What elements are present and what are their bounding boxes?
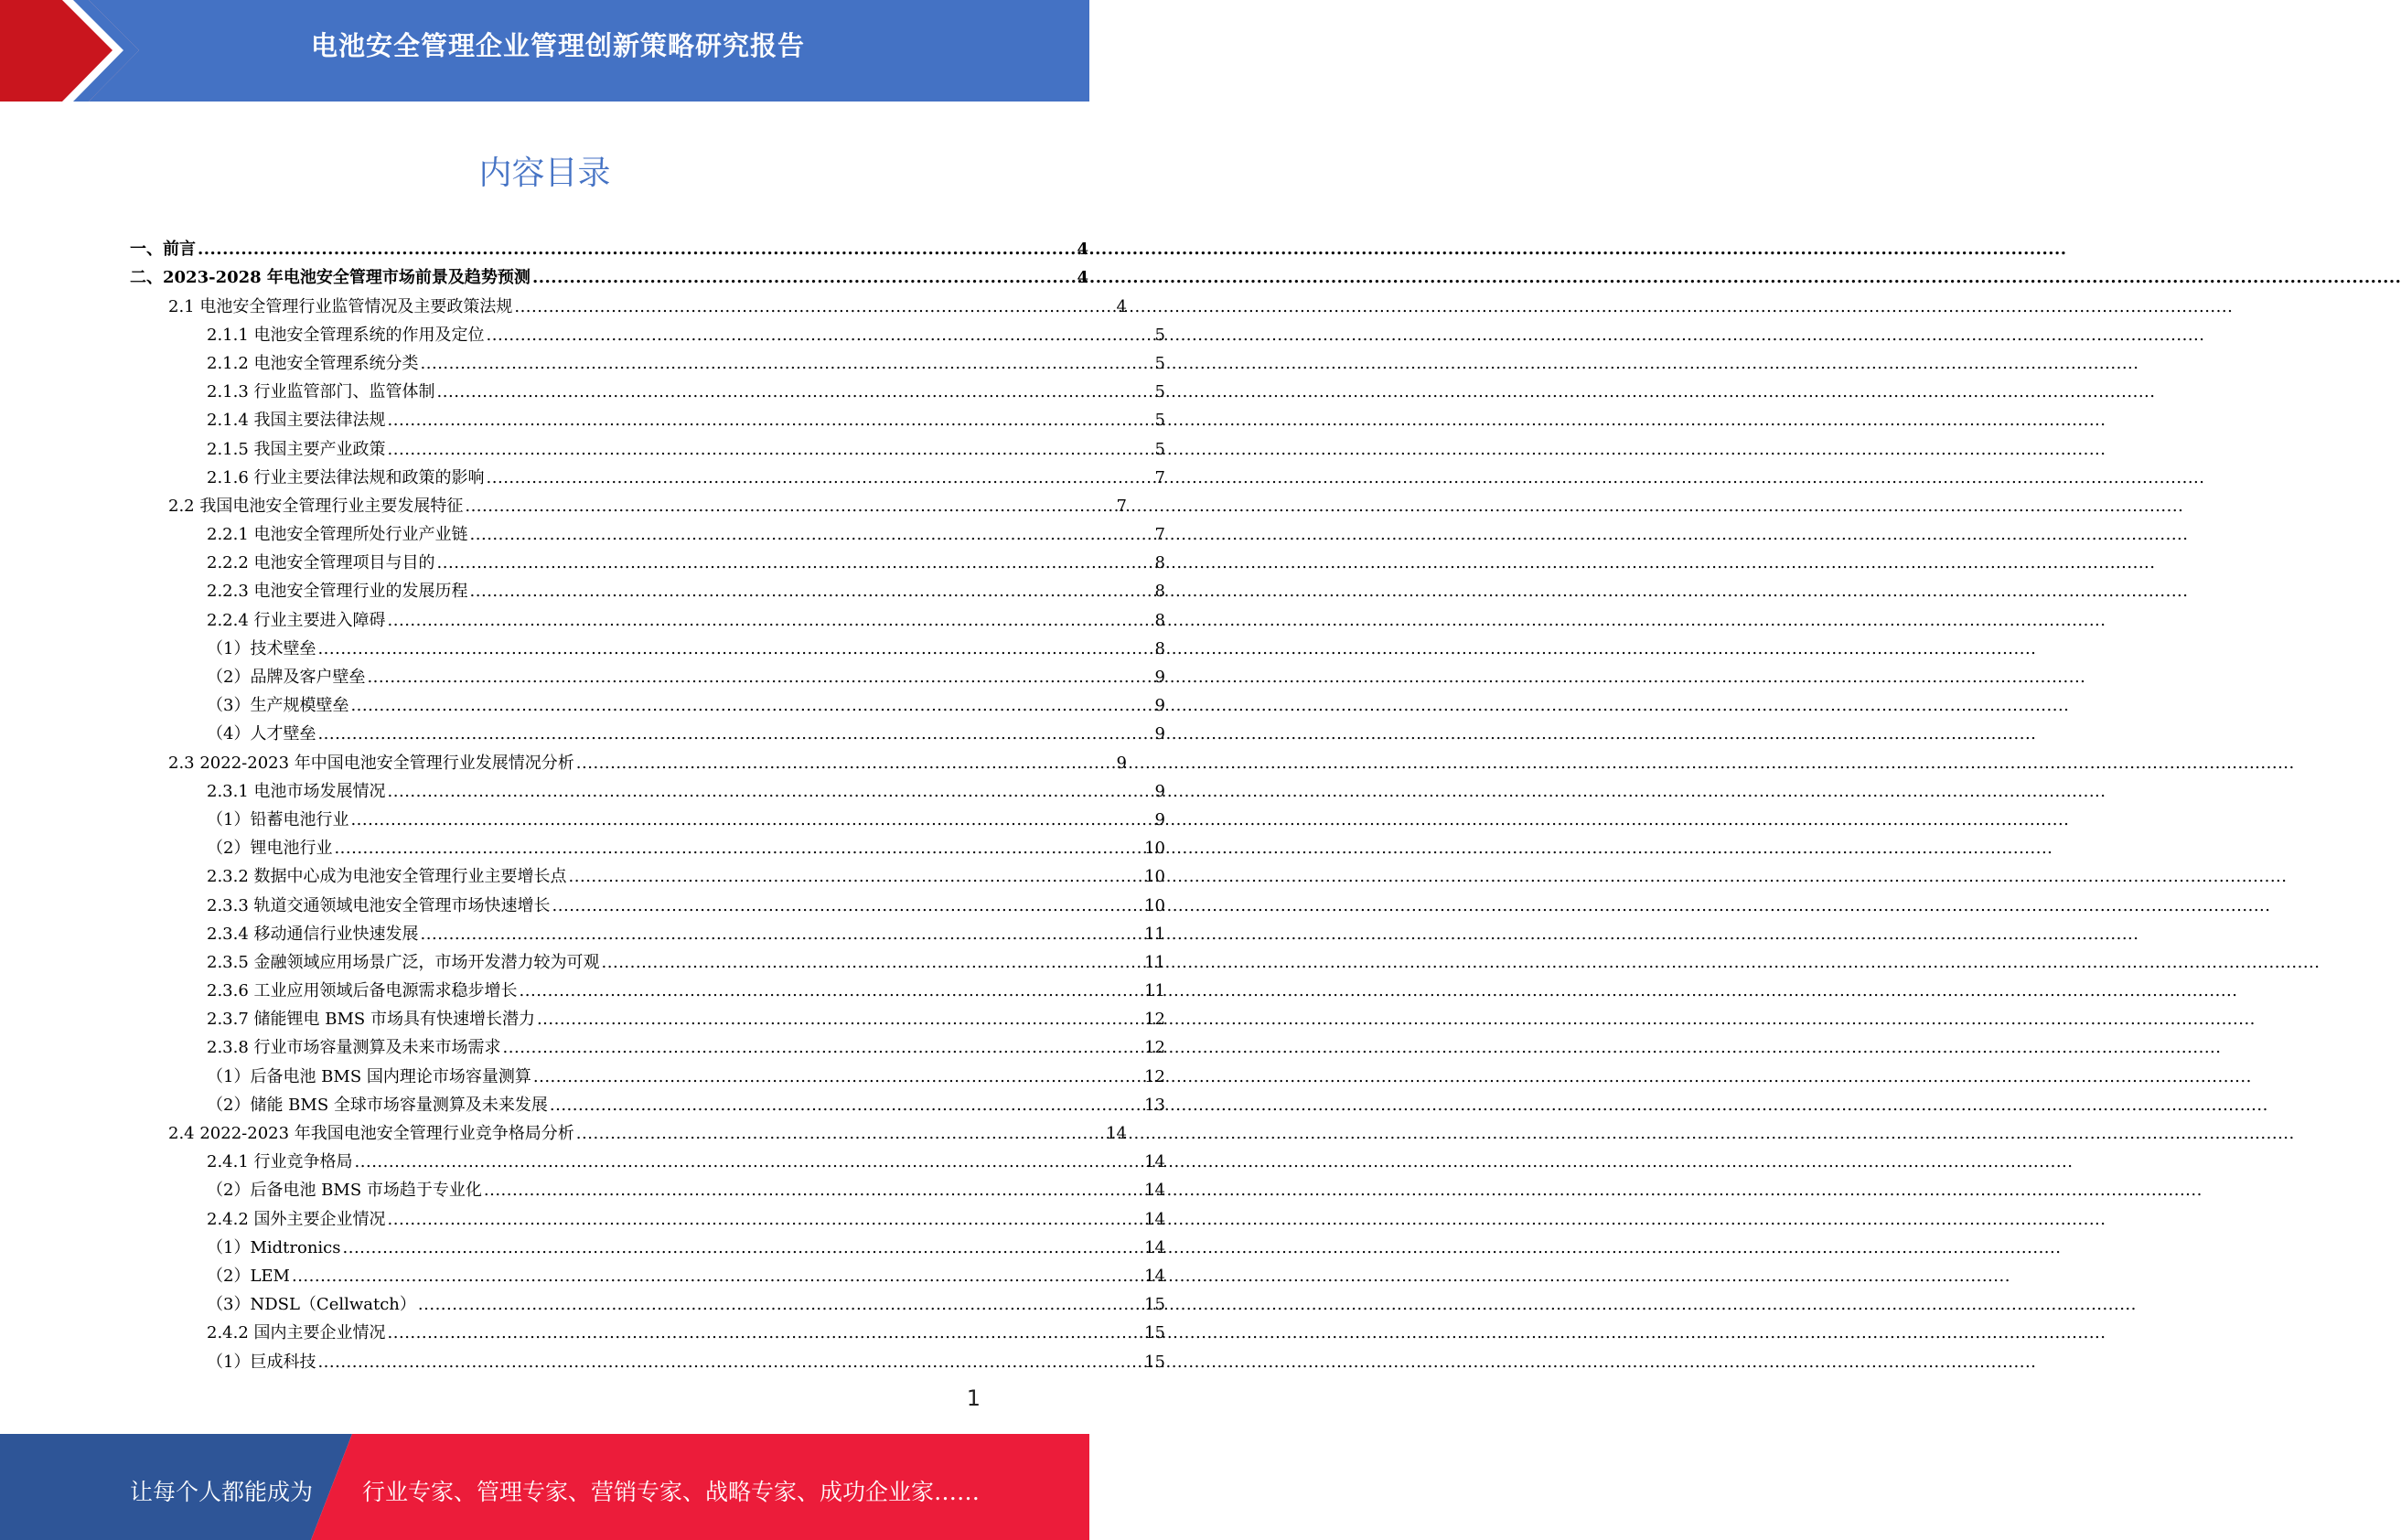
toc-entry-label: （3）生产规模壁垒 — [207, 696, 349, 716]
page-number: 1 — [966, 1385, 981, 1411]
toc-entry-page: 15 — [1144, 1295, 1165, 1315]
toc-entry-label: 2.3.8 行业市场容量测算及未来市场需求 — [207, 1038, 501, 1058]
toc-entry[interactable] — [0, 602, 1165, 630]
toc-entry-label: 2.1.2 电池安全管理系统分类 — [207, 353, 419, 373]
report-title: 电池安全管理企业管理创新策略研究报告 — [310, 30, 805, 61]
toc-entry-label: 2.1.3 行业监管部门、监管体制 — [207, 382, 435, 402]
toc-entry-label: 2.2.4 行业主要进入障碍 — [207, 610, 386, 630]
toc-entry[interactable] — [0, 1315, 1165, 1343]
toc-entry-label: 2.1.6 行业主要法律法规和政策的影响 — [207, 467, 485, 487]
toc-entry-page: 13 — [1144, 1095, 1165, 1115]
toc-entry-page: 9 — [1154, 668, 1165, 687]
toc-dot-leader — [355, 1152, 1144, 1172]
toc-dot-leader — [503, 1038, 1144, 1058]
toc-entry[interactable] — [0, 402, 1165, 431]
toc-entry[interactable] — [0, 1172, 1165, 1201]
toc-entry-label: 2.4.2 国外主要企业情况 — [207, 1209, 386, 1229]
toc-entry[interactable] — [0, 1258, 1165, 1287]
toc-dot-leader — [367, 668, 1153, 688]
toc-entry[interactable] — [0, 973, 1165, 1001]
toc-dot-leader — [550, 1096, 1143, 1116]
toc-entry-label: 二、2023-2028 年电池安全管理市场前景及趋势预测 — [130, 268, 531, 288]
toc-entry[interactable] — [0, 631, 1165, 659]
toc-entry-label: 一、前言 — [130, 240, 196, 260]
toc-entry-page: 9 — [1116, 753, 1127, 773]
toc-dot-leader — [576, 1124, 1105, 1144]
toc-entry[interactable] — [0, 1087, 1165, 1116]
toc-dot-leader — [388, 440, 1154, 460]
toc-dot-leader — [537, 1010, 1143, 1030]
toc-entry[interactable] — [0, 1343, 1165, 1372]
table-of-contents — [0, 231, 1165, 1373]
toc-entry[interactable] — [0, 1116, 1127, 1144]
toc-entry-label: 2.2.3 电池安全管理行业的发展历程 — [207, 582, 468, 602]
toc-entry-page: 5 — [1154, 353, 1165, 373]
toc-dot-leader — [602, 953, 1144, 973]
toc-entry[interactable] — [0, 830, 1165, 859]
toc-dot-leader — [350, 696, 1153, 716]
toc-entry[interactable] — [0, 1144, 1165, 1172]
toc-entry[interactable] — [0, 659, 1165, 688]
toc-entry-page: 5 — [1154, 382, 1165, 402]
toc-entry[interactable] — [0, 488, 1127, 517]
toc-dot-leader — [334, 839, 1143, 859]
toc-entry-page: 14 — [1106, 1124, 1127, 1143]
toc-entry-page: 5 — [1154, 439, 1165, 459]
toc-dot-leader — [533, 1067, 1143, 1087]
toc-entry-label: （4）人才壁垒 — [207, 724, 316, 744]
toc-entry-label: （2）储能 BMS 全球市场容量测算及未来发展 — [207, 1095, 548, 1115]
toc-entry-page: 12 — [1144, 1038, 1165, 1058]
toc-entry-label: （2）品牌及客户壁垒 — [207, 668, 366, 687]
toc-entry-label: 2.4.2 国内主要企业情况 — [207, 1323, 386, 1343]
toc-dot-leader — [388, 411, 1154, 431]
toc-entry-page: 11 — [1144, 952, 1165, 972]
toc-dot-leader — [520, 981, 1144, 1001]
toc-entry-page: 9 — [1154, 809, 1165, 829]
toc-entry-label: （1）巨成科技 — [207, 1352, 316, 1372]
toc-entry-page: 8 — [1154, 638, 1165, 658]
toc-entry[interactable] — [0, 716, 1165, 744]
toc-entry-page: 7 — [1154, 467, 1165, 487]
toc-entry-page: 8 — [1154, 553, 1165, 573]
toc-entry[interactable] — [0, 460, 1165, 488]
toc-entry[interactable] — [0, 887, 1165, 915]
toc-dot-leader — [317, 1353, 1143, 1373]
toc-entry-label: （1）技术壁垒 — [207, 638, 316, 658]
toc-entry-page: 9 — [1154, 781, 1165, 801]
footer-slogan-right: 行业专家、管理专家、营销专家、战略专家、成功企业家…… — [362, 1479, 981, 1505]
toc-entry-label: 2.3 2022-2023 年中国电池安全管理行业发展情况分析 — [168, 753, 574, 773]
toc-entry-page: 15 — [1144, 1323, 1165, 1343]
toc-entry[interactable] — [0, 916, 1165, 945]
toc-dot-leader — [465, 497, 1115, 517]
toc-entry-page: 14 — [1144, 1181, 1165, 1201]
toc-entry[interactable] — [0, 545, 1165, 573]
toc-entry-label: （2）锂电池行业 — [207, 839, 333, 859]
toc-entry[interactable] — [0, 1058, 1165, 1086]
toc-dot-leader — [292, 1267, 1143, 1287]
toc-entry-label: 2.4 2022-2023 年我国电池安全管理行业竞争格局分析 — [168, 1124, 574, 1143]
toc-entry-label: 2.2.2 电池安全管理项目与目的 — [207, 553, 435, 573]
toc-entry-page: 10 — [1144, 867, 1165, 887]
header-band — [0, 0, 1089, 102]
toc-entry[interactable] — [0, 1030, 1165, 1058]
toc-entry-page: 5 — [1154, 411, 1165, 431]
toc-entry[interactable] — [0, 374, 1165, 402]
toc-entry-page: 9 — [1154, 724, 1165, 744]
toc-dot-leader — [421, 354, 1154, 374]
toc-entry[interactable] — [0, 688, 1165, 716]
toc-dot-leader — [198, 240, 1076, 260]
toc-dot-leader — [388, 611, 1154, 631]
footer-slogan-left: 让每个人都能成为 — [130, 1479, 314, 1505]
toc-entry[interactable] — [0, 317, 1165, 346]
toc-entry[interactable] — [0, 774, 1165, 802]
toc-dot-leader — [576, 754, 1116, 774]
toc-dot-leader — [343, 1238, 1144, 1258]
toc-entry-page: 11 — [1144, 981, 1165, 1001]
toc-entry-label: （1）后备电池 BMS 国内理论市场容量测算 — [207, 1066, 531, 1086]
toc-dot-leader — [388, 1323, 1144, 1343]
toc-entry-page: 15 — [1144, 1352, 1165, 1372]
toc-entry-label: （2）后备电池 BMS 市场趋于专业化 — [207, 1181, 482, 1201]
toc-entry-label: （1）Midtronics — [207, 1237, 341, 1257]
toc-entry-page: 7 — [1154, 525, 1165, 545]
toc-entry-label: 2.1 电池安全管理行业监管情况及主要政策法规 — [168, 296, 513, 316]
header-arrow-decoration — [0, 0, 146, 102]
toc-entry-page: 10 — [1144, 839, 1165, 859]
toc-entry[interactable] — [0, 744, 1127, 773]
toc-entry[interactable] — [0, 573, 1165, 602]
toc-entry[interactable] — [0, 260, 1088, 288]
toc-entry-page: 14 — [1144, 1209, 1165, 1229]
toc-dot-leader — [552, 896, 1144, 916]
toc-entry-page: 14 — [1144, 1266, 1165, 1286]
toc-entry[interactable] — [0, 288, 1127, 316]
toc-entry[interactable] — [0, 859, 1165, 887]
toc-entry-page: 4 — [1077, 268, 1088, 288]
toc-entry-page: 11 — [1144, 924, 1165, 944]
toc-dot-leader — [470, 582, 1154, 602]
toc-dot-leader — [487, 468, 1154, 488]
toc-entry[interactable] — [0, 346, 1165, 374]
toc-dot-leader — [317, 724, 1153, 744]
toc-entry-label: （3）NDSL（Cellwatch） — [207, 1295, 416, 1315]
toc-dot-leader — [437, 553, 1154, 573]
toc-entry-page: 12 — [1144, 1010, 1165, 1030]
toc-entry[interactable] — [0, 231, 1088, 260]
toc-entry-page: 7 — [1116, 496, 1127, 516]
toc-entry[interactable] — [0, 802, 1165, 830]
toc-dot-leader — [484, 1181, 1143, 1201]
toc-entry-page: 14 — [1144, 1237, 1165, 1257]
toc-entry-page: 4 — [1116, 296, 1127, 316]
toc-entry-label: （1）铅蓄电池行业 — [207, 809, 349, 829]
toc-dot-leader — [437, 382, 1154, 402]
toc-entry[interactable] — [0, 431, 1165, 459]
toc-entry-label: 2.1.1 电池安全管理系统的作用及定位 — [207, 325, 485, 345]
toc-dot-leader — [532, 268, 1077, 288]
toc-entry[interactable] — [0, 1230, 1165, 1258]
toc-entry-page: 12 — [1144, 1066, 1165, 1086]
toc-entry-page: 14 — [1144, 1152, 1165, 1172]
toc-dot-leader — [569, 867, 1144, 887]
toc-dot-leader — [418, 1295, 1143, 1315]
toc-entry-label: 2.3.3 轨道交通领域电池安全管理市场快速增长 — [207, 895, 551, 915]
toc-entry-label: 2.3.5 金融领域应用场景广泛，市场开发潜力较为可观 — [207, 952, 600, 972]
toc-entry-label: 2.2.1 电池安全管理所处行业产业链 — [207, 525, 468, 545]
toc-entry-label: 2.1.4 我国主要法律法规 — [207, 411, 386, 431]
toc-entry-page: 8 — [1154, 610, 1165, 630]
toc-entry-label: 2.3.2 数据中心成为电池安全管理行业主要增长点 — [207, 867, 567, 887]
toc-dot-leader — [421, 925, 1144, 945]
toc-entry[interactable] — [0, 517, 1165, 545]
toc-entry-label: （2）LEM — [207, 1266, 290, 1286]
toc-entry[interactable] — [0, 945, 1165, 973]
toc-entry-label: 2.3.7 储能锂电 BMS 市场具有快速增长潜力 — [207, 1010, 535, 1030]
toc-dot-leader — [470, 525, 1154, 545]
toc-dot-leader — [487, 326, 1154, 346]
toc-entry-label: 2.1.5 我国主要产业政策 — [207, 439, 386, 459]
toc-entry[interactable] — [0, 1287, 1165, 1315]
toc-entry-label: 2.3.4 移动通信行业快速发展 — [207, 924, 419, 944]
toc-entry-page: 5 — [1154, 325, 1165, 345]
toc-dot-leader — [350, 810, 1153, 830]
toc-entry-page: 9 — [1154, 696, 1165, 716]
toc-entry-label: 2.4.1 行业竞争格局 — [207, 1152, 353, 1172]
toc-entry-page: 8 — [1154, 582, 1165, 602]
toc-entry-label: 2.3.1 电池市场发展情况 — [207, 781, 386, 801]
toc-entry[interactable] — [0, 1201, 1165, 1229]
toc-entry-page: 10 — [1144, 895, 1165, 915]
toc-entry-label: 2.2 我国电池安全管理行业主要发展特征 — [168, 496, 464, 516]
toc-dot-leader — [317, 639, 1153, 659]
toc-dot-leader — [514, 297, 1115, 317]
toc-entry-label: 2.3.6 工业应用领域后备电源需求稳步增长 — [207, 981, 518, 1001]
toc-entry[interactable] — [0, 1001, 1165, 1030]
toc-dot-leader — [388, 782, 1154, 802]
toc-heading: 内容目录 — [478, 155, 611, 192]
toc-entry-page: 4 — [1077, 240, 1088, 260]
toc-dot-leader — [388, 1210, 1144, 1230]
